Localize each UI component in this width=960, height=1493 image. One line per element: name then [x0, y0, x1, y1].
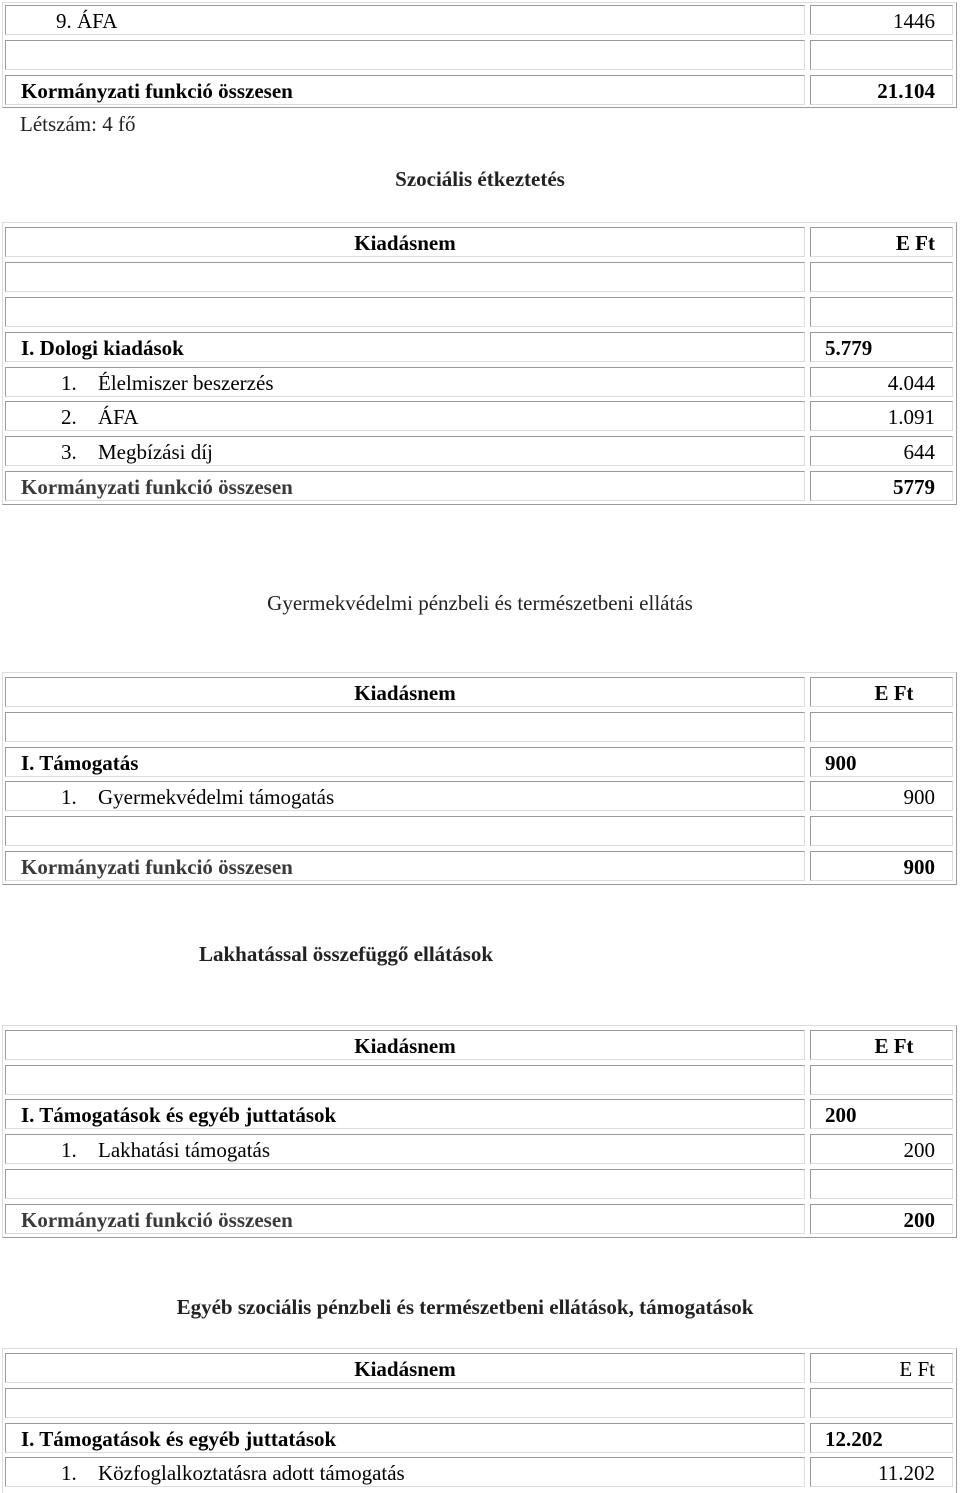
item-row [0, 367, 960, 401]
section-title: Gyermekvédelmi pénzbeli és természetbeni ellátás [267, 591, 693, 615]
empty-row [0, 262, 960, 296]
total-value: 5779 [810, 471, 953, 501]
total-label: Kormányzati funkció összesen [5, 851, 805, 881]
group-row [0, 1423, 960, 1457]
header-row [0, 677, 960, 711]
item-number: 1. [61, 1461, 77, 1485]
total-label: Kormányzati funkció összesen [5, 75, 805, 105]
item-label: 9. ÁFA [5, 5, 805, 35]
item-value: 1446 [810, 5, 953, 35]
section-title: Szociális étkeztetés [395, 167, 565, 191]
total-value: 900 [810, 851, 953, 881]
item-number: 1. [61, 371, 77, 395]
group-row [0, 747, 960, 781]
group-label: I. Támogatás [5, 747, 805, 777]
empty-row [0, 1388, 960, 1422]
item-value: 200 [810, 1134, 953, 1164]
empty-row [0, 1169, 960, 1203]
item-value: 1.091 [810, 401, 953, 431]
item-label: ÁFA [98, 405, 139, 429]
group-value: 5.779 [810, 332, 953, 362]
staff-count: Létszám: 4 fő [20, 112, 136, 136]
total-value: 200 [810, 1204, 953, 1234]
header-unit: E Ft [810, 677, 953, 707]
item-value: 11.202 [810, 1457, 953, 1487]
item-label: Gyermekvédelmi támogatás [98, 785, 335, 809]
group-label: I. Támogatások és egyéb juttatások [5, 1099, 805, 1129]
section-title: Lakhatással összefüggő ellátások [198, 942, 494, 966]
total-label: Kormányzati funkció összesen [5, 471, 805, 501]
total-row [0, 75, 960, 109]
item-label: Lakhatási támogatás [98, 1138, 271, 1162]
group-value: 12.202 [810, 1423, 953, 1453]
empty-row [0, 40, 960, 74]
header-label: Kiadásnem [5, 1030, 805, 1060]
item-label: Közfoglalkoztatásra adott támogatás [98, 1461, 405, 1485]
header-label: Kiadásnem [5, 677, 805, 707]
item-number: 1. [61, 785, 77, 809]
total-label: Kormányzati funkció összesen [5, 1204, 805, 1234]
item-row [0, 781, 960, 815]
item-row [0, 436, 960, 470]
group-value: 900 [810, 747, 953, 777]
total-row [0, 471, 960, 505]
total-row [0, 851, 960, 885]
group-label: I. Dologi kiadások [5, 332, 805, 362]
group-value: 200 [810, 1099, 953, 1129]
header-unit: E Ft [810, 227, 953, 257]
header-label: Kiadásnem [5, 227, 805, 257]
empty-row [0, 297, 960, 331]
table-row [0, 5, 960, 39]
header-row [0, 227, 960, 261]
empty-row [0, 712, 960, 746]
header-label: Kiadásnem [5, 1353, 805, 1383]
item-label: Élelmiszer beszerzés [98, 371, 274, 395]
item-number: 3. [61, 440, 77, 464]
item-value: 644 [810, 436, 953, 466]
item-row [0, 1134, 960, 1168]
item-number: 2. [61, 405, 77, 429]
total-value: 21.104 [810, 75, 953, 105]
total-row [0, 1204, 960, 1238]
item-row [0, 1457, 960, 1491]
header-row [0, 1030, 960, 1064]
group-row [0, 1099, 960, 1133]
group-label: I. Támogatások és egyéb juttatások [5, 1423, 805, 1453]
empty-row [0, 816, 960, 850]
group-row [0, 332, 960, 366]
item-value: 900 [810, 781, 953, 811]
item-row [0, 401, 960, 435]
header-unit: E Ft [810, 1353, 953, 1383]
header-unit: E Ft [810, 1030, 953, 1060]
item-number: 1. [61, 1138, 77, 1162]
section-title: Egyéb szociális pénzbeli és természetbeni ellátások, támogatások [176, 1295, 754, 1319]
item-label: Megbízási díj [98, 440, 213, 464]
empty-row [0, 1065, 960, 1099]
header-row [0, 1353, 960, 1387]
item-value: 4.044 [810, 367, 953, 397]
